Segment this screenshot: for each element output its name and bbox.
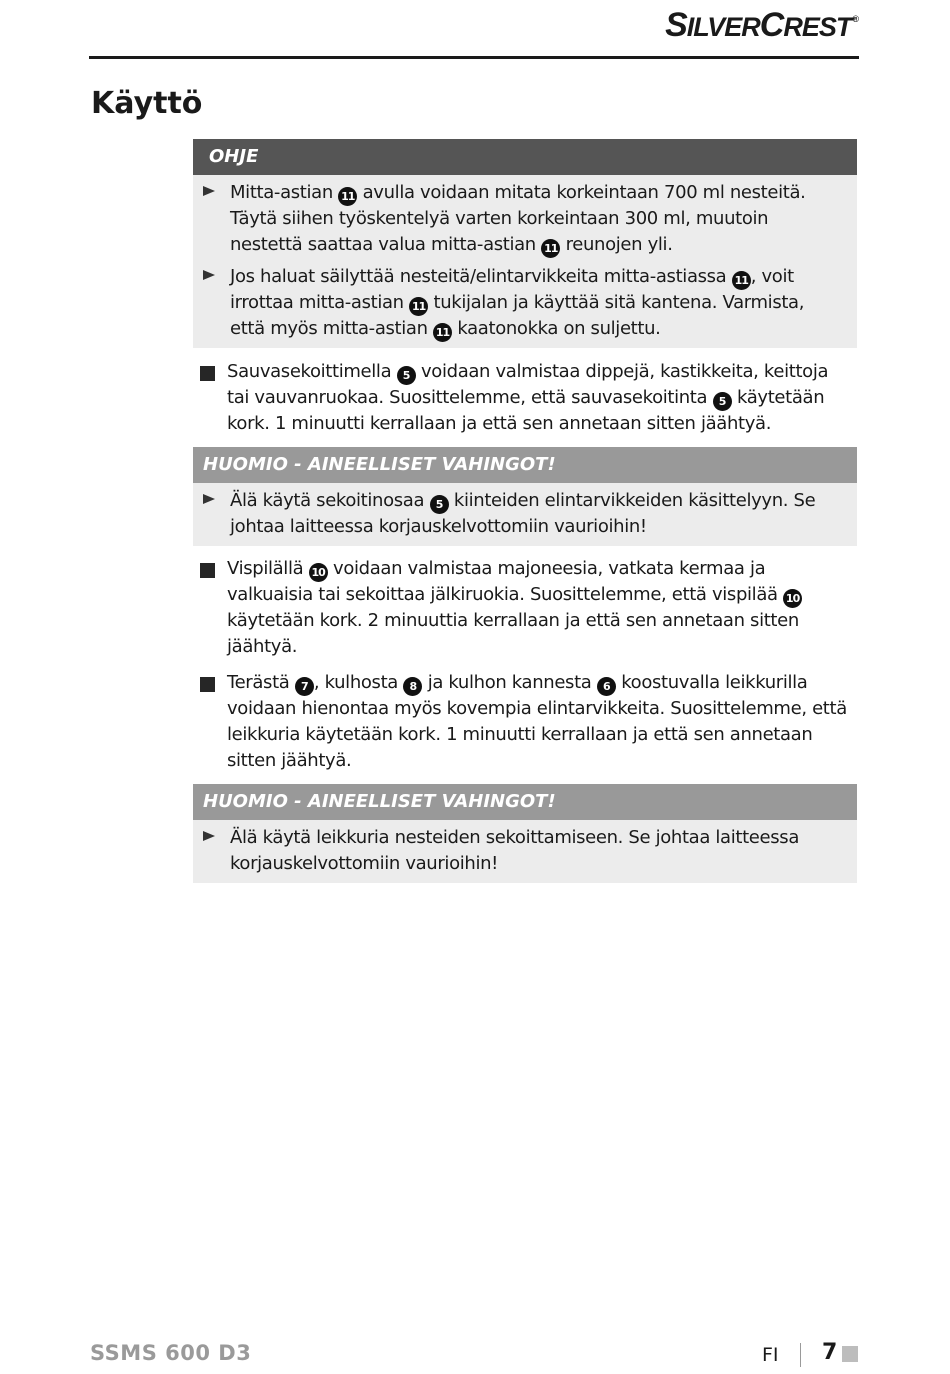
header-rule [89, 56, 859, 59]
part-number-badge: 7 [295, 677, 314, 696]
text-run: Älä käytä sekoitinosaa [230, 490, 430, 511]
main-content [193, 139, 857, 883]
arrow-bullet-icon [203, 186, 215, 196]
text-run: Sauvasekoittimella [227, 361, 397, 382]
warning-box-heading: HUOMIO - AINEELLISET VAHINGOT! [193, 784, 857, 820]
note-item-text [230, 180, 837, 258]
footer-page-number: 7 [822, 1340, 838, 1365]
part-number-badge: 5 [397, 366, 416, 385]
part-number-badge: 10 [783, 589, 802, 608]
text-run: Jos haluat säilyttää nesteitä/elintarvikkeita mitta-astiassa [230, 266, 732, 287]
paragraph-text [227, 556, 855, 660]
page-title: Käyttö [91, 86, 203, 121]
part-number-badge: 11 [338, 187, 357, 206]
part-number-badge: 11 [409, 297, 428, 316]
text-run: kaatonokka on suljettu. [452, 318, 661, 339]
warning-item [203, 825, 837, 877]
part-number-badge: 11 [541, 239, 560, 258]
arrow-bullet-icon [203, 831, 215, 841]
note-box [193, 139, 857, 348]
warning-item-text [230, 488, 837, 540]
warning-item-text [230, 825, 837, 877]
part-number-badge: 5 [713, 392, 732, 411]
note-item [203, 264, 837, 342]
part-number-badge: 11 [732, 271, 751, 290]
text-run: voidaan valmistaa dippejä, kastikkeita, keittoja tai vauvanruokaa. Suosittelemme, että sauvasekoitinta [227, 361, 829, 408]
text-run: , kulhosta [313, 672, 404, 693]
text-run: käytetään kork. 2 minuuttia kerrallaan ja että sen annetaan sitten jäähtyä. [227, 610, 799, 657]
text-run: tukijalan ja käyttää sitä kantena. Varmista, että myös mitta-astian [230, 292, 805, 339]
instruction-paragraph [193, 359, 857, 437]
instruction-paragraph [193, 556, 857, 660]
paragraph-text [227, 359, 855, 437]
square-bullet-icon [200, 563, 215, 578]
text-run: Terästä [227, 672, 295, 693]
note-item [203, 180, 837, 258]
part-number-badge: 8 [403, 677, 422, 696]
note-box-body [193, 175, 857, 348]
note-item-text [230, 264, 837, 342]
text-run: avulla voidaan mitata korkeintaan 700 ml nesteitä. Täytä siihen työskentelyä varten korkeintaan 300 ml, muutoin nestettä saattaa valua mitta-astian [230, 182, 806, 255]
footer-language: FI [762, 1344, 779, 1366]
footer-square-icon [842, 1346, 858, 1362]
text-run: ja kulhon kannesta [422, 672, 597, 693]
text-run: käytetään kork. 1 minuutti kerrallaan ja että sen annetaan sitten jäähtyä. [227, 387, 825, 434]
footer-model: SSMS 600 D3 [90, 1341, 252, 1365]
warning-item [203, 488, 837, 540]
text-run: , voit irrottaa mitta-astian [230, 266, 794, 313]
text-run: Vispilällä [227, 558, 309, 579]
instruction-paragraph [193, 670, 857, 774]
paragraph-text [227, 670, 855, 774]
square-bullet-icon [200, 677, 215, 692]
text-run: Mitta-astian [230, 182, 339, 203]
part-number-badge: 6 [597, 677, 616, 696]
arrow-bullet-icon [203, 270, 215, 280]
warning-box [193, 447, 857, 546]
part-number-badge: 11 [433, 323, 452, 342]
square-bullet-icon [200, 366, 215, 381]
text-run: kiinteiden elintarvikkeiden käsittelyyn. Se johtaa laitteessa korjauskelvottomiin vaurioihin! [230, 490, 816, 537]
arrow-bullet-icon [203, 494, 215, 504]
warning-box-heading: HUOMIO - AINEELLISET VAHINGOT! [193, 447, 857, 483]
warning-box-body [193, 483, 857, 546]
part-number-badge: 10 [309, 563, 328, 582]
note-box-heading: OHJE [193, 139, 857, 175]
brand-logo: SILVERCREST® [665, 6, 858, 44]
text-run: reunojen yli. [560, 234, 673, 255]
part-number-badge: 5 [430, 495, 449, 514]
text-run: Älä käytä leikkuria nesteiden sekoittamiseen. Se johtaa laitteessa korjauskelvottomiin vaurioihin! [230, 827, 799, 874]
warning-box-body [193, 820, 857, 883]
text-run: koostuvalla leikkurilla voidaan hienontaa myös kovempia elintarvikkeita. Suosittelemme, että leikkuria käytetään kork. 1 minuutti kerrallaan ja että sen annetaan sitten jäähtyä. [227, 672, 847, 771]
warning-box [193, 784, 857, 883]
footer-divider [800, 1343, 801, 1367]
text-run: voidaan valmistaa majoneesia, vatkata kermaa ja valkuaisia tai sekoittaa jälkiruokia. Suosittelemme, että vispilää [227, 558, 784, 605]
